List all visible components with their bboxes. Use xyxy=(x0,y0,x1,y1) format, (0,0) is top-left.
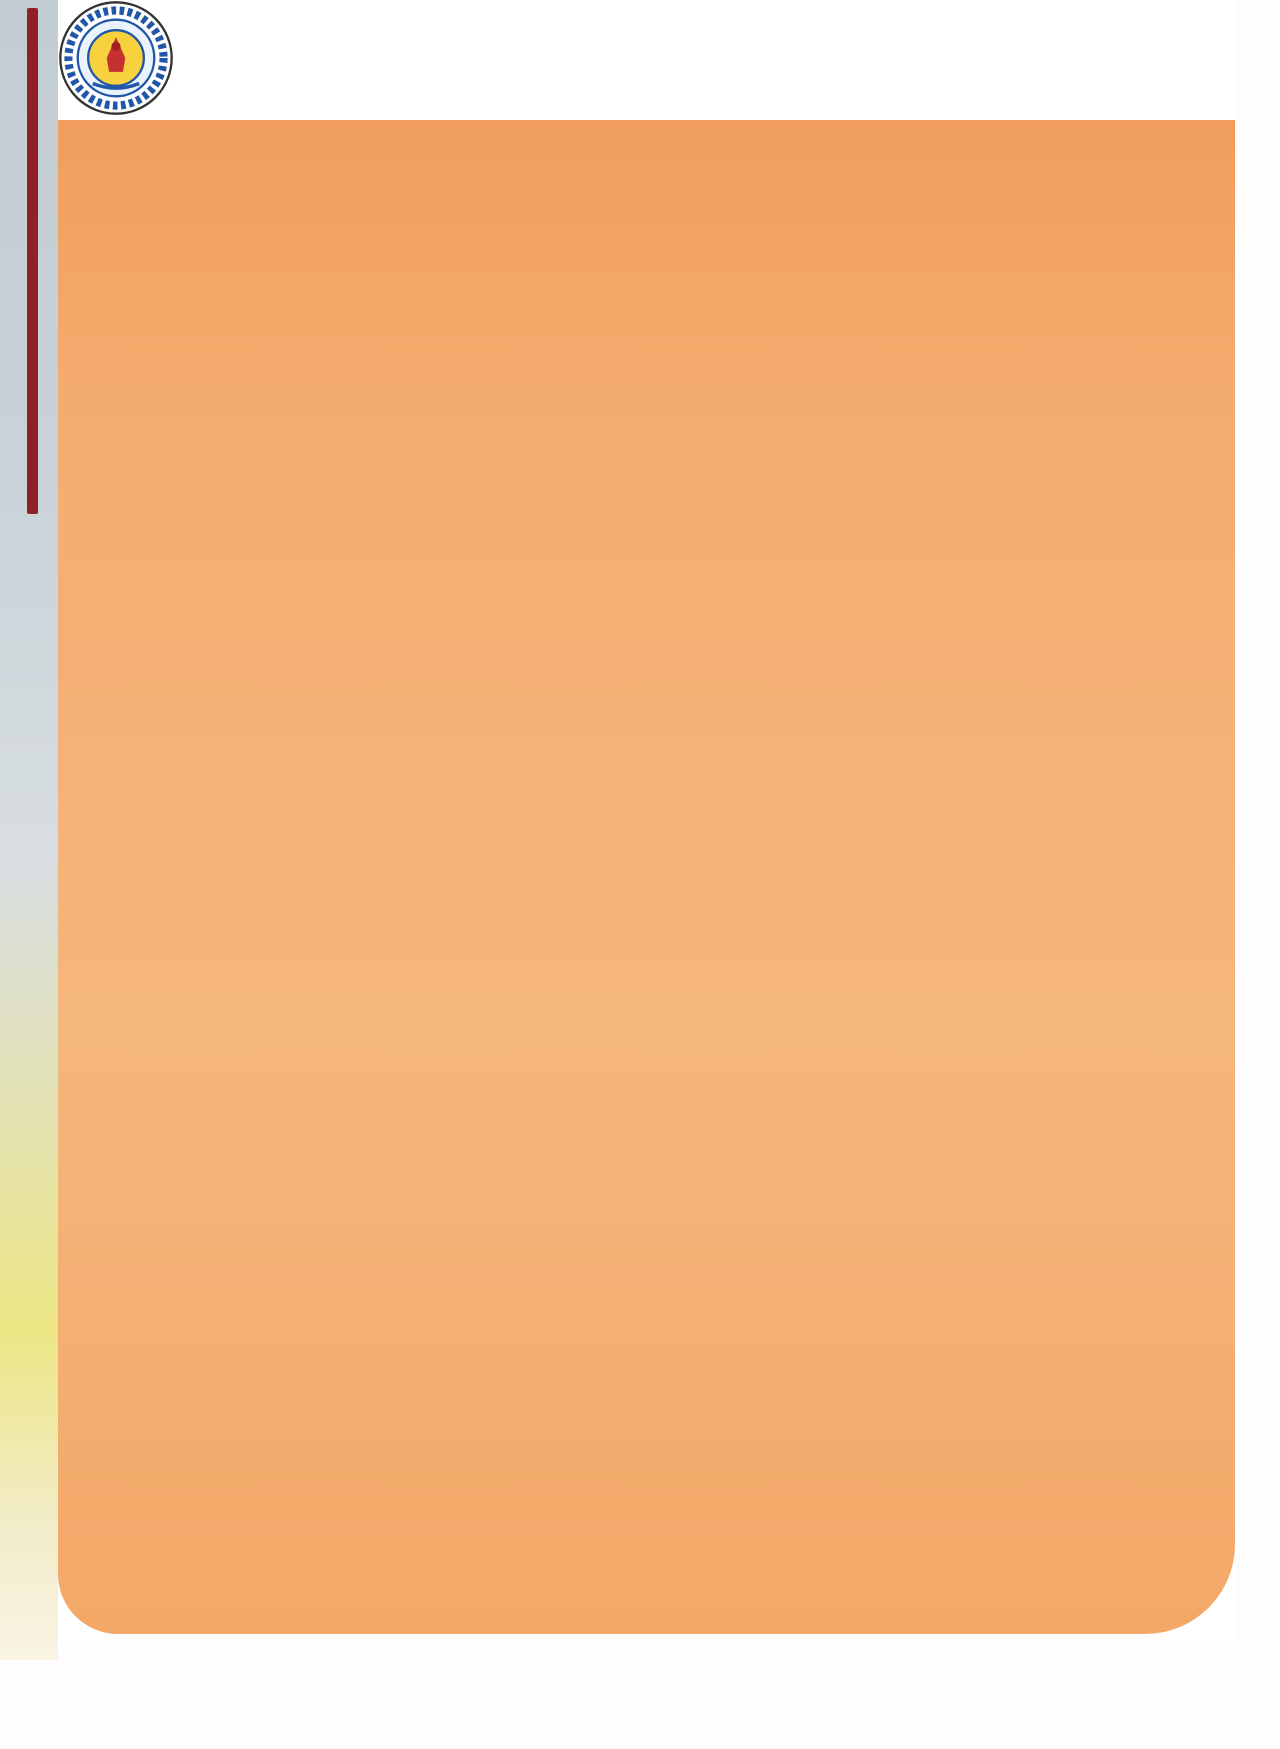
scan-edge-red-bar xyxy=(27,8,38,514)
orange-border-band xyxy=(58,120,1235,1634)
bhavnagar-municipal-corporation-logo xyxy=(58,0,1235,121)
orange-ribbon xyxy=(58,368,1235,426)
flyer xyxy=(58,0,1235,1642)
municipal-emblem-icon xyxy=(58,0,174,116)
